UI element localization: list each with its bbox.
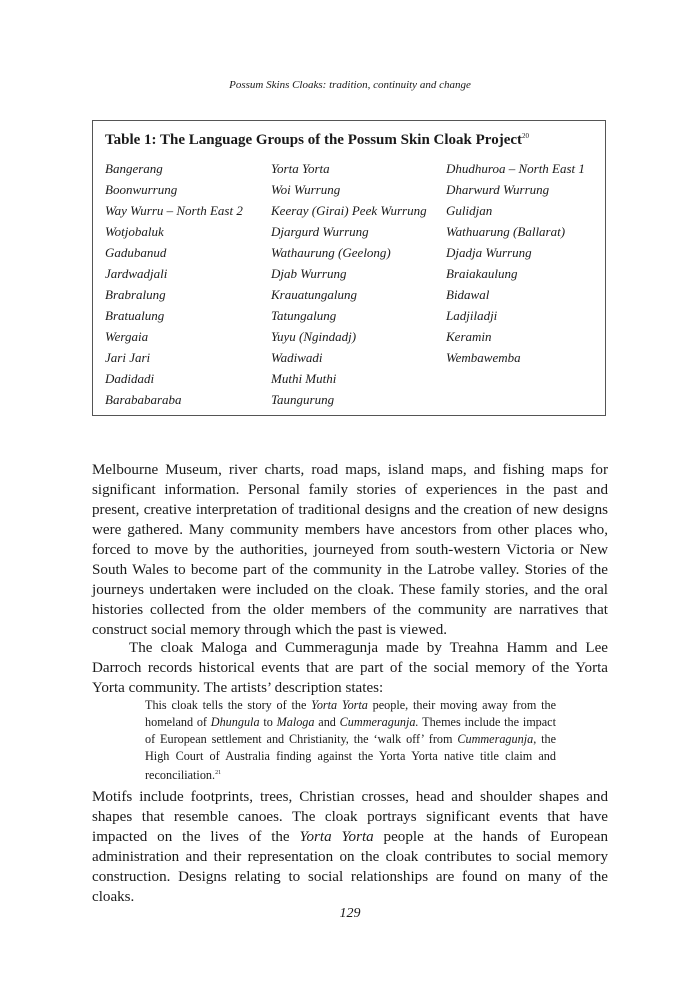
language-group-item: Wathuarung (Ballarat) (446, 224, 566, 239)
language-group-item: Wergaia (105, 329, 149, 344)
paragraph-1 (92, 460, 608, 640)
text-run: people at the hands of European administration and their representation on the cloak contributes to social memory construction. Designs relating to social relationships are found on many of the cloaks. (92, 829, 609, 905)
italic-term: Dhungula (210, 715, 260, 729)
language-group-item: Jari Jari (105, 350, 151, 365)
language-group-item: Gadubanud (105, 245, 167, 260)
language-group-item: Ladjiladji (446, 308, 498, 323)
footnote-ref-20: 20 (522, 132, 530, 140)
italic-term: Cummeragunja (457, 732, 534, 746)
language-group-item: Dadidadi (105, 371, 155, 386)
language-group-item: Brabralung (105, 287, 166, 302)
paragraph-1-text: Melbourne Museum, river charts, road maps, island maps, and fishing maps for significant information. Personal family stories of experiences in the past and present, creative interpretation of traditional designs and the creation of new designs were gathered. Many community members have ancestors from other places who, forced to move by the authorities, journeyed from south-western Victoria or New South Wales to become part of the community in the Latrobe valley. Stories of the journeys undertaken were included on the cloak. These family stories, and the oral histories collected from the older members of the community are narratives that construct social memory through which the past is viewed. (92, 462, 608, 638)
table-column-3 (446, 158, 585, 368)
italic-term: Yorta Yorta (311, 698, 368, 712)
italic-term: Yorta Yorta (299, 829, 374, 845)
language-group-item: Wathaurung (Geelong) (271, 245, 391, 260)
language-group-item: Dhudhuroa – North East 1 (446, 161, 585, 176)
table-title-text: Table 1: The Language Groups of the Possum Skin Cloak Project (105, 132, 523, 148)
language-group-item: Djab Wurrung (271, 266, 347, 281)
paragraph-3 (92, 787, 608, 907)
language-group-item: Bidawal (446, 287, 490, 302)
footnote-ref-21: 21 (215, 770, 222, 776)
block-quote-text (145, 698, 556, 782)
italic-term: Maloga (276, 715, 315, 729)
table-title (105, 132, 529, 149)
language-group-item: Wadiwadi (271, 350, 323, 365)
language-group-item: Muthi Muthi (271, 371, 337, 386)
language-group-item: Braiakaulung (446, 266, 518, 281)
language-group-item: Woi Wurrung (271, 182, 341, 197)
language-group-item: Yuyu (Ngindadj) (271, 329, 357, 344)
paragraph-2 (92, 638, 608, 698)
italic-term: Cummeragunja. (339, 715, 419, 729)
language-group-item: Yorta Yorta (271, 161, 330, 176)
language-group-item: Dharwurd Wurrung (446, 182, 550, 197)
text-run: to (259, 715, 277, 729)
table-column-2 (271, 158, 427, 410)
language-group-item: Jardwadjali (105, 266, 168, 281)
language-group-item: Djargurd Wurrung (271, 224, 369, 239)
text-run: and (314, 715, 340, 729)
language-group-item: Way Wurru – North East 2 (105, 203, 243, 218)
language-group-item: Bangerang (105, 161, 163, 176)
language-group-item: Wotjobaluk (105, 224, 164, 239)
text-run: This cloak tells the story of the (145, 698, 312, 712)
language-group-item: Bratualung (105, 308, 165, 323)
language-group-item: Wembawemba (446, 350, 521, 365)
text-run: people, their moving away from the homeland of (145, 698, 556, 729)
language-group-item: Taungurung (271, 392, 335, 407)
language-group-item: Barababaraba (105, 392, 182, 407)
page-number: 129 (339, 906, 361, 921)
language-group-item: Krauatungalung (271, 287, 357, 302)
text-run: Motifs include footprints, trees, Christian crosses, head and shoulder shapes and shapes that resemble canoes. The cloak portrays significant events that have impacted on the lives of the (92, 789, 608, 845)
language-group-item: Tatungalung (271, 308, 337, 323)
paragraph-3-text (92, 787, 608, 907)
language-group-item: Gulidjan (446, 203, 493, 218)
text-run: Themes include the impact of European settlement and Christianity, the ‘walk off’ from (145, 715, 556, 746)
running-head: Possum Skins Cloaks: tradition, continuity and change (229, 79, 471, 91)
language-group-item: Keramin (446, 329, 492, 344)
text-run: , the High Court of Australia finding against the Yorta Yorta native title claim and reconciliation. (145, 732, 556, 783)
language-groups-table (92, 120, 606, 416)
language-group-item: Keeray (Girai) Peek Wurrung (271, 203, 427, 218)
language-group-item: Djadja Wurrung (446, 245, 532, 260)
paragraph-2-text: The cloak Maloga and Cummeragunja made by Treahna Hamm and Lee Darroch records historical events that are part of the social memory of the Yorta Yorta community. The artists’ description states: (92, 640, 608, 696)
block-quote (145, 697, 556, 784)
language-group-item: Boonwurrung (105, 182, 178, 197)
table-column-1 (105, 158, 243, 410)
